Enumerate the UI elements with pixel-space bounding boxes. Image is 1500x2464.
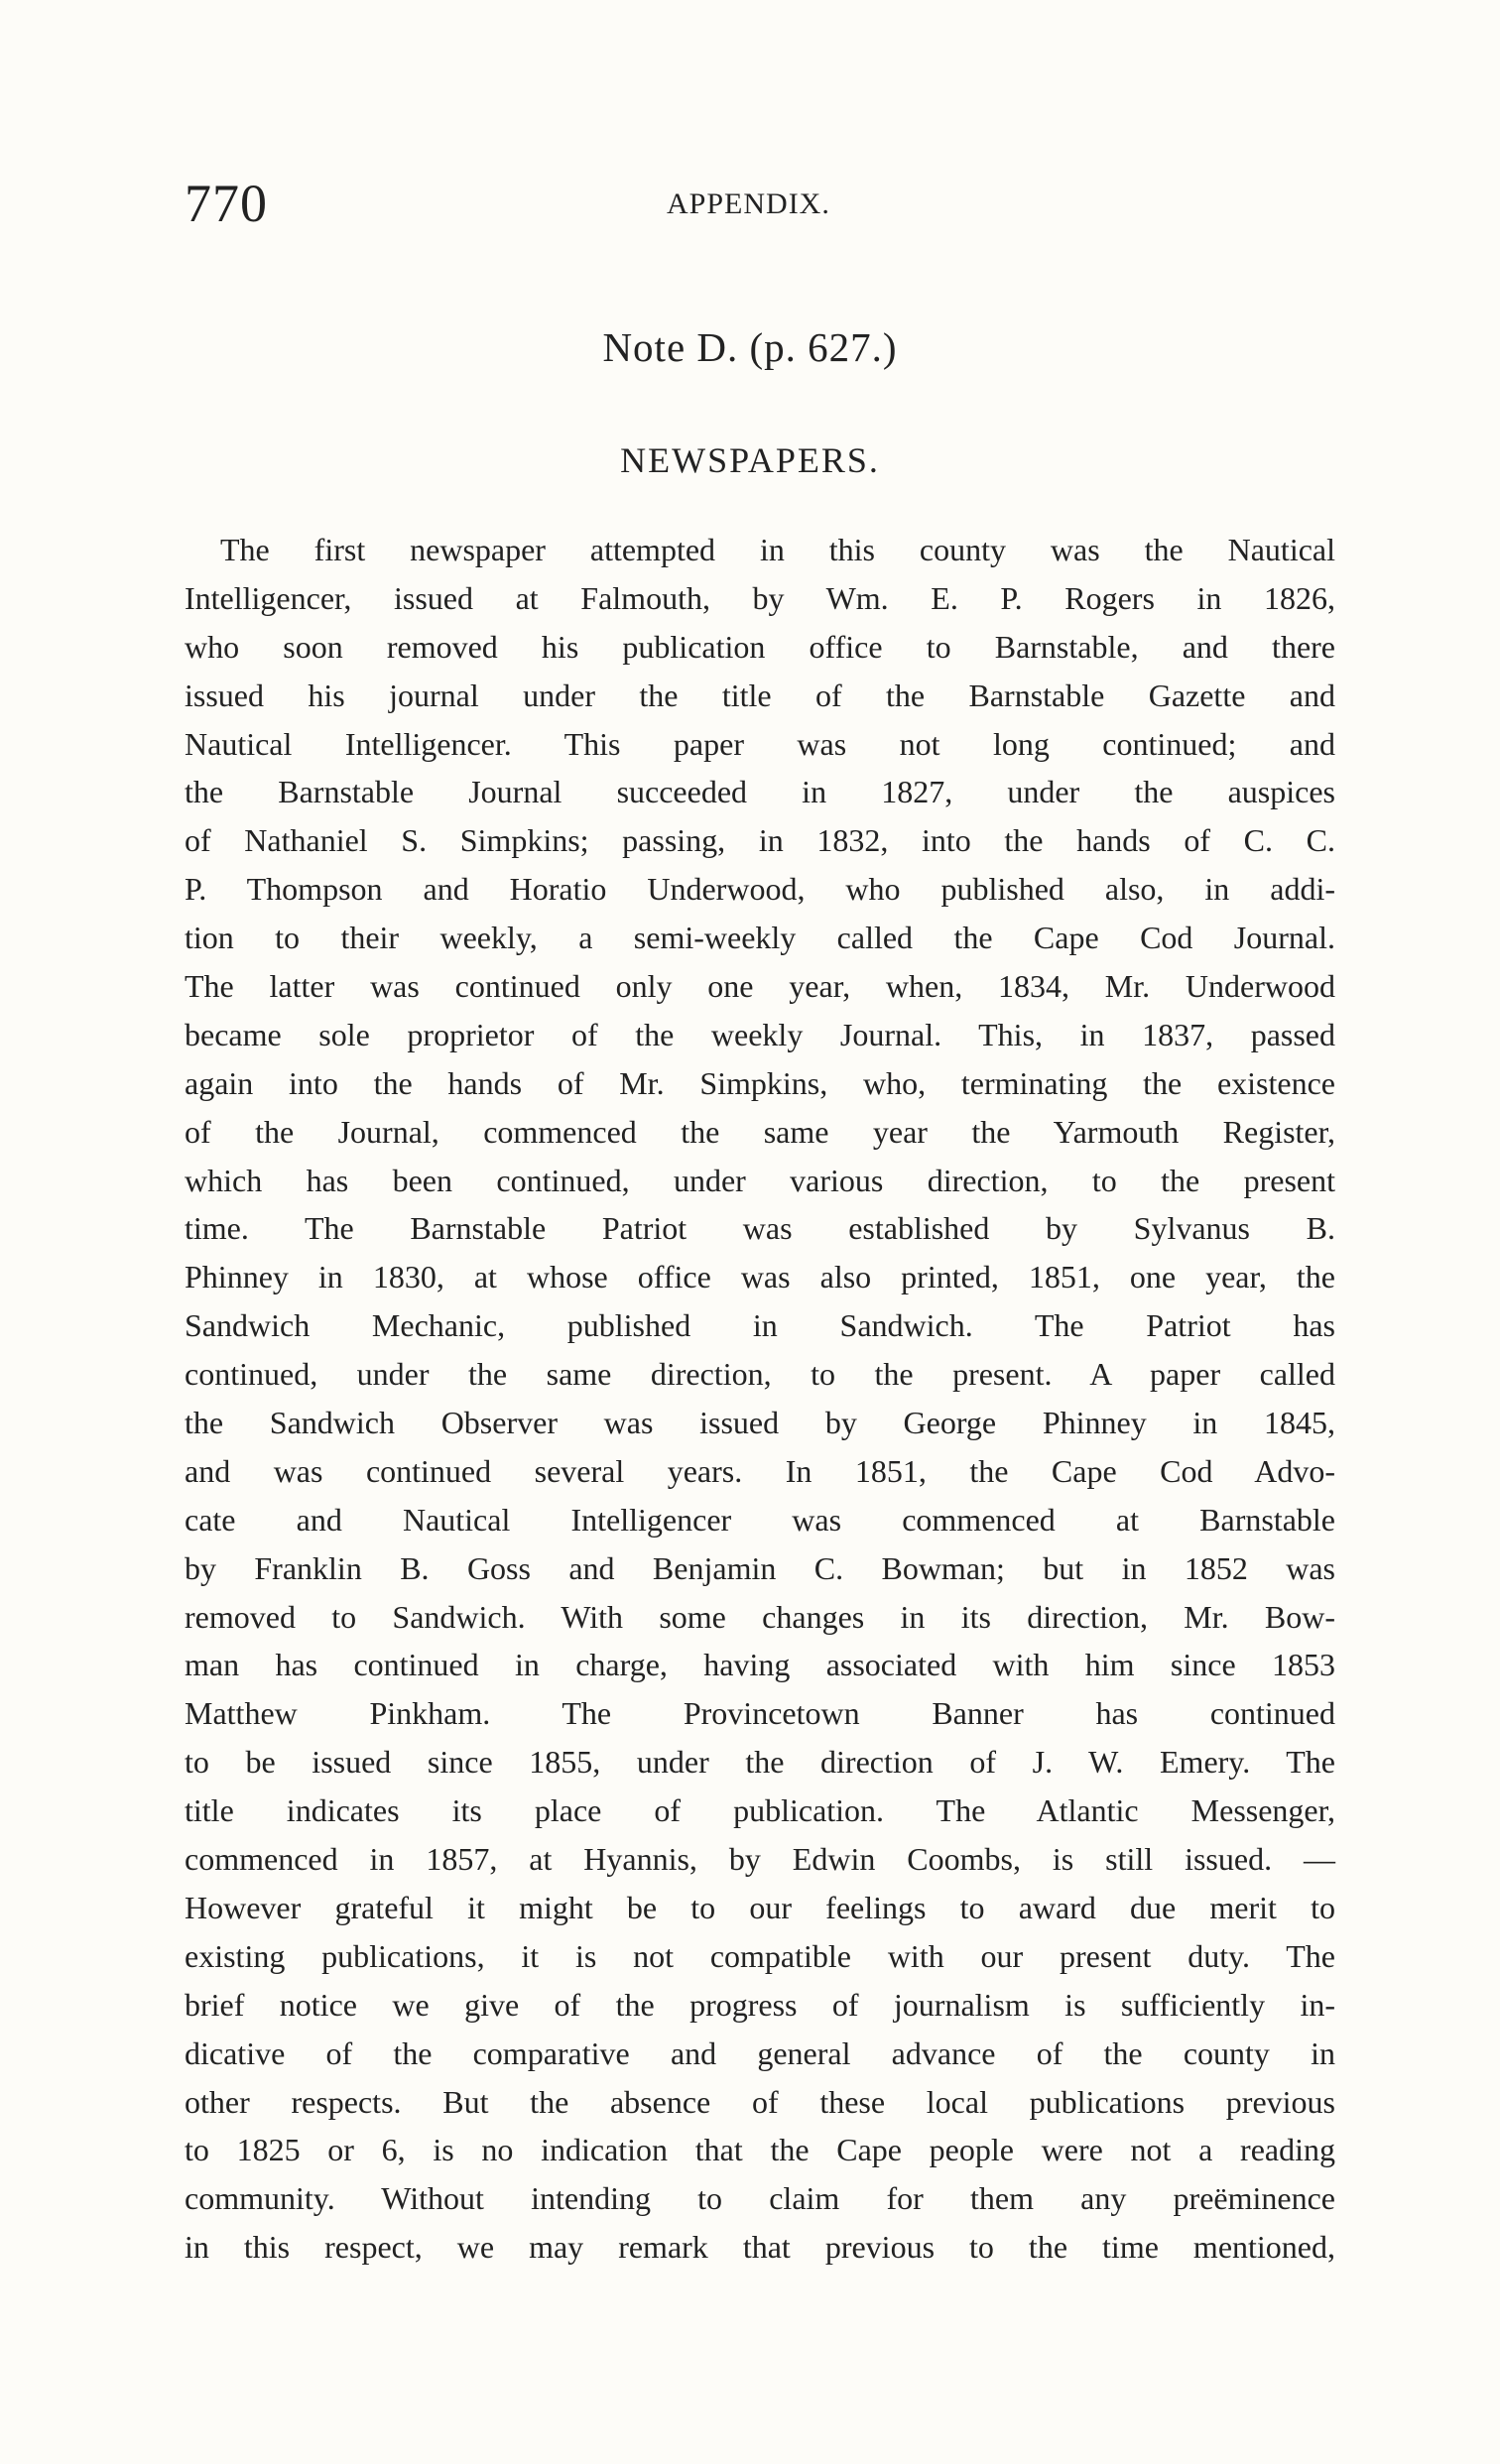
- text-line: Phinney in 1830, at whose office was also printed, 1851, one year, the: [185, 1259, 1335, 1295]
- text-line: other respects. But the absence of these local publications previous: [185, 2083, 1335, 2120]
- section-title: NEWSPAPERS.: [620, 440, 880, 480]
- running-head: APPENDIX.: [667, 187, 830, 220]
- text-line: again into the hands of Mr. Simpkins, who, terminating the existence: [185, 1064, 1335, 1101]
- text-line: community. Without intending to claim for them any preëminence: [185, 2180, 1335, 2217]
- note-heading: Note D. (p. 627.): [602, 324, 898, 370]
- text-line: dicative of the comparative and general advance of the county in: [185, 2034, 1335, 2071]
- text-line: to be issued since 1855, under the direction of J. W. Emery. The: [185, 1744, 1335, 1781]
- text-line: cate and Nautical Intelligencer was commenced at Barnstable: [185, 1501, 1335, 1538]
- page-number: 770: [185, 174, 268, 233]
- text-line: Sandwich Mechanic, published in Sandwich. The Patriot has: [185, 1307, 1335, 1344]
- text-line: P. Thompson and Horatio Underwood, who published also, in addi-: [185, 871, 1335, 908]
- text-line: tion to their weekly, a semi-weekly called the Cape Cod Journal.: [185, 920, 1335, 956]
- text-line: Matthew Pinkham. The Provincetown Banner has continued: [185, 1695, 1335, 1732]
- text-line: title indicates its place of publication. The Atlantic Messenger,: [185, 1792, 1335, 1829]
- text-line: to 1825 or 6, is no indication that the Cape people were not a reading: [185, 2132, 1335, 2168]
- text-line: which has been continued, under various direction, to the present: [185, 1162, 1335, 1198]
- text-line: continued, under the same direction, to the present. A paper called: [185, 1356, 1335, 1393]
- body-paragraph: [185, 526, 1335, 2272]
- text-line: in this respect, we may remark that previous to the time mentioned,: [185, 2229, 1335, 2266]
- text-line: time. The Barnstable Patriot was established by Sylvanus B.: [185, 1210, 1335, 1247]
- text-line: who soon removed his publication office to Barnstable, and there: [185, 628, 1335, 665]
- text-line: The latter was continued only one year, when, 1834, Mr. Underwood: [185, 968, 1335, 1005]
- text-line: However grateful it might be to our feelings to award due merit to: [185, 1889, 1335, 1925]
- text-line: of Nathaniel S. Simpkins; passing, in 1832, into the hands of C. C.: [185, 822, 1335, 859]
- text-line: man has continued in charge, having associated with him since 1853: [185, 1647, 1335, 1683]
- text-line: issued his journal under the title of the Barnstable Gazette and: [185, 677, 1335, 713]
- text-line: Nautical Intelligencer. This paper was not long continued; and: [185, 725, 1335, 762]
- text-line: commenced in 1857, at Hyannis, by Edwin Coombs, is still issued. —: [185, 1841, 1335, 1878]
- text-line: The first newspaper attempted in this county was the Nautical: [220, 532, 1335, 567]
- text-line: existing publications, it is not compatible with our present duty. The: [185, 1937, 1335, 1974]
- text-line: by Franklin B. Goss and Benjamin C. Bowman; but in 1852 was: [185, 1549, 1335, 1586]
- text-line: brief notice we give of the progress of journalism is sufficiently in-: [185, 1986, 1335, 2023]
- text-line: Intelligencer, issued at Falmouth, by Wm. E. P. Rogers in 1826,: [185, 579, 1335, 616]
- text-line: the Barnstable Journal succeeded in 1827, under the auspices: [185, 774, 1335, 810]
- text-line: became sole proprietor of the weekly Journal. This, in 1837, passed: [185, 1016, 1335, 1052]
- text-line: the Sandwich Observer was issued by George Phinney in 1845,: [185, 1405, 1335, 1441]
- text-line: of the Journal, commenced the same year the Yarmouth Register,: [185, 1113, 1335, 1150]
- text-line: removed to Sandwich. With some changes in its direction, Mr. Bow-: [185, 1598, 1335, 1635]
- text-line: and was continued several years. In 1851, the Cape Cod Advo-: [185, 1452, 1335, 1489]
